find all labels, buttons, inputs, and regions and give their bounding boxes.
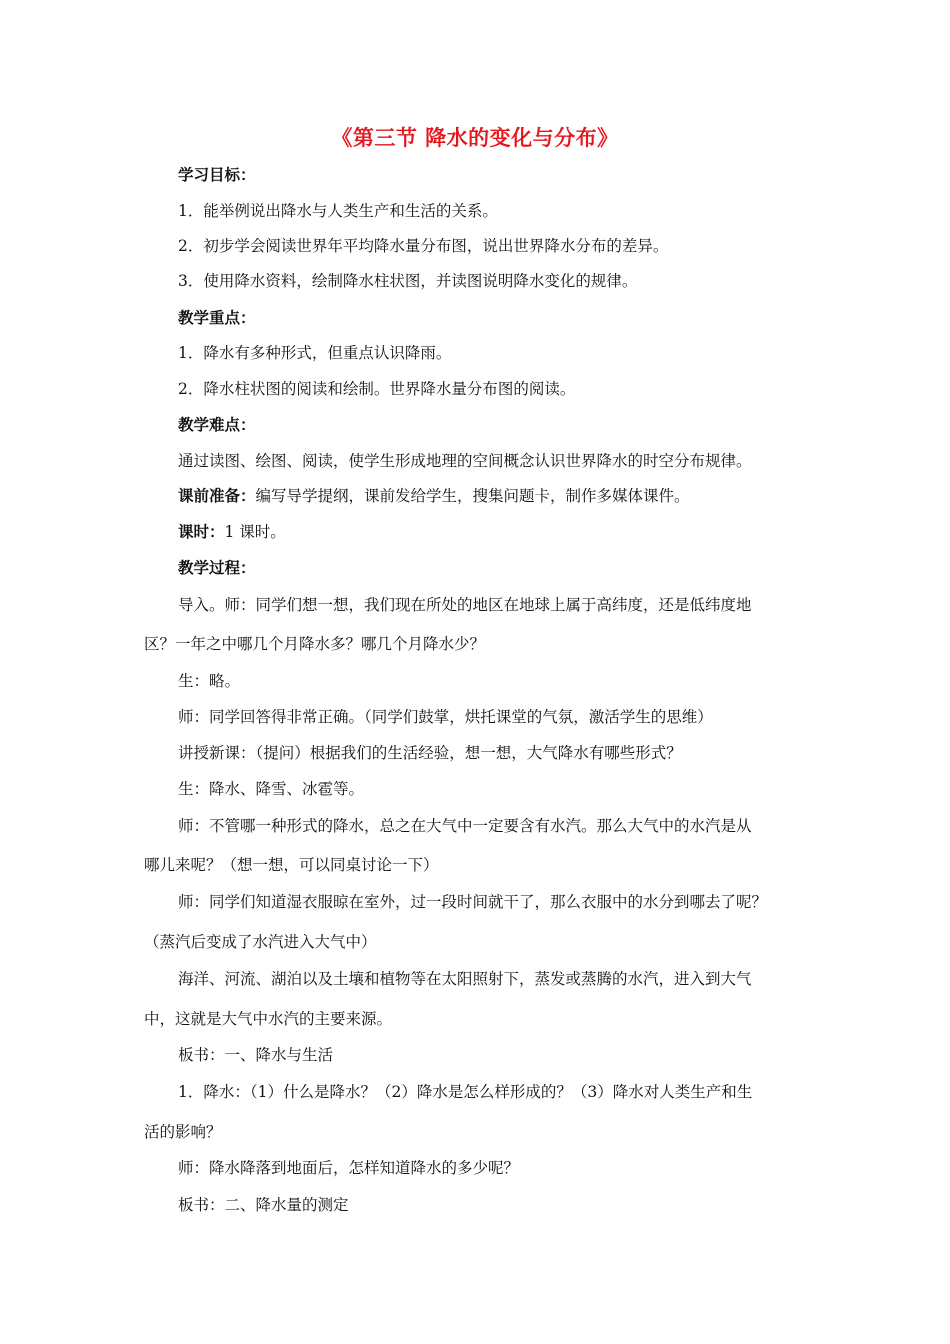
- process-paragraph-3: 师：同学回答得非常正确。（同学们鼓掌，烘托课堂的气氛，激活学生的思维）: [178, 708, 713, 726]
- key-point-item-1: 1．降水有多种形式，但重点认识降雨。: [178, 344, 452, 362]
- goal-item-3: 3．使用降水资料，绘制降水柱状图，并读图说明降水变化的规律。: [178, 272, 638, 290]
- prep-line: [178, 486, 690, 506]
- hours-label: 课时：: [178, 522, 225, 541]
- process-paragraph-6b: 哪儿来呢？（想一想，可以同桌讨论一下）: [144, 856, 439, 874]
- process-paragraph-11: 师：降水降落到地面后，怎样知道降水的多少呢？: [178, 1159, 520, 1177]
- process-paragraph-2: 生：略。: [178, 672, 241, 690]
- process-paragraph-6a: 师：不管哪一种形式的降水，总之在大气中一定要含有水汽。那么大气中的水汽是从: [178, 817, 752, 835]
- goal-item-2: 2．初步学会阅读世界年平均降水量分布图，说出世界降水分布的差异。: [178, 237, 669, 255]
- prep-label: 课前准备：: [178, 486, 256, 505]
- document-title: 《第三节 降水的变化与分布》: [331, 125, 619, 150]
- prep-text: 编写导学提纲，课前发给学生，搜集问题卡，制作多媒体课件。: [255, 487, 690, 505]
- process-paragraph-1b: 区？一年之中哪几个月降水多？哪几个月降水少？: [144, 635, 486, 653]
- goals-heading: 学习目标：: [178, 165, 256, 184]
- process-paragraph-4: 讲授新课：（提问）根据我们的生活经验，想一想，大气降水有哪些形式？: [178, 744, 682, 762]
- process-paragraph-7b: （蒸汽后变成了水汽进入大气中）: [144, 933, 377, 951]
- goal-item-1: 1．能举例说出降水与人类生产和生活的关系。: [178, 202, 498, 220]
- process-paragraph-8a: 海洋、河流、湖泊以及土壤和植物等在太阳照射下，蒸发或蒸腾的水汽，进入到大气: [178, 970, 752, 988]
- process-heading: 教学过程：: [178, 558, 256, 577]
- key-point-item-2: 2．降水柱状图的阅读和绘制。世界降水量分布图的阅读。: [178, 380, 576, 398]
- difficulties-text: 通过读图、绘图、阅读，使学生形成地理的空间概念认识世界降水的时空分布规律。: [178, 452, 752, 470]
- process-paragraph-12: 板书：二、降水量的测定: [178, 1196, 349, 1214]
- process-paragraph-5: 生：降水、降雪、冰雹等。: [178, 780, 365, 798]
- process-paragraph-10b: 活的影响？: [144, 1123, 222, 1141]
- process-paragraph-8b: 中，这就是大气中水汽的主要来源。: [144, 1010, 393, 1028]
- hours-line: [178, 522, 286, 542]
- difficulties-heading: 教学难点：: [178, 415, 256, 434]
- process-paragraph-10a: 1．降水：（1）什么是降水？（2）降水是怎么样形成的？（3）降水对人类生产和生: [178, 1083, 753, 1101]
- process-paragraph-7a: 师：同学们知道湿衣服晾在室外，过一段时间就干了，那么衣服中的水分到哪去了呢？: [178, 893, 768, 911]
- process-paragraph-9: 板书：一、降水与生活: [178, 1046, 334, 1064]
- key-points-heading: 教学重点：: [178, 308, 256, 327]
- hours-text: 1 课时。: [224, 523, 286, 541]
- process-paragraph-1a: 导入。师：同学们想一想，我们现在所处的地区在地球上属于高纬度，还是低纬度地: [178, 596, 752, 614]
